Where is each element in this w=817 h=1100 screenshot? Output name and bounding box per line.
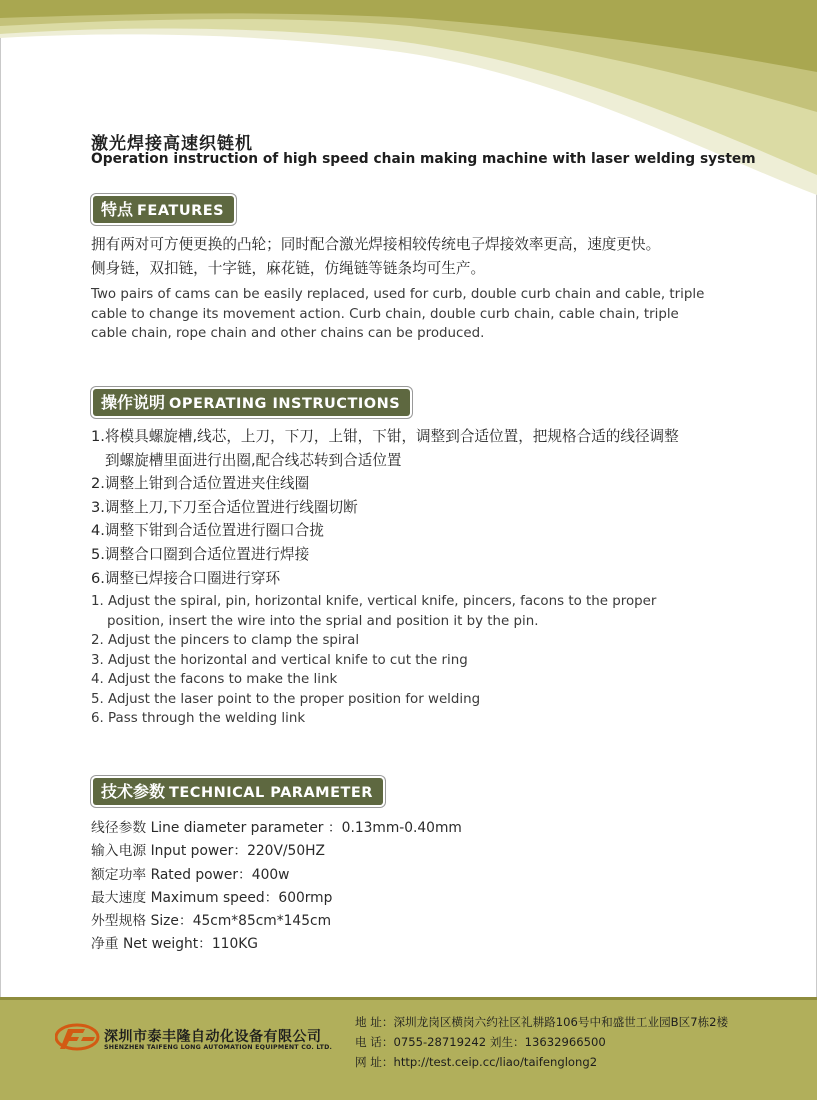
address-line: 地 址：深圳龙岗区横岗六约社区礼耕路106号中和盛世工业园B区7栋2楼 bbox=[355, 1015, 729, 1029]
features-badge-cn: 特点 bbox=[101, 200, 134, 219]
operating-en-step: 4. Adjust the facons to make the link bbox=[91, 672, 338, 687]
technical-badge-cn: 技术参数 bbox=[101, 782, 166, 801]
parameter-max-speed: 最大速度 Maximum speed：600rmp bbox=[91, 889, 333, 906]
operating-cn-step: 到螺旋槽里面进行出圈,配合线芯转到合适位置 bbox=[105, 451, 402, 469]
features-cn-line: 拥有两对可方便更换的凸轮；同时配合激光焊接相较传统电子焊接效率更高，速度更快。 bbox=[91, 236, 661, 253]
technical-badge bbox=[93, 778, 383, 805]
operating-en-list bbox=[91, 592, 656, 729]
features-badge-en: FEATURES bbox=[137, 203, 225, 219]
company-name-en: SHENZHEN TAIFENG LONG AUTOMATION EQUIPMENT CO. LTD. bbox=[104, 1044, 333, 1051]
operating-badge bbox=[93, 389, 410, 416]
operating-en-step: 2. Adjust the pincers to clamp the spiral bbox=[91, 633, 360, 648]
parameter-net-weight: 净重 Net weight：110KG bbox=[91, 936, 258, 953]
features-cn-line: 侧身链，双扣链，十字链，麻花链，仿绳链等链条均可生产。 bbox=[91, 260, 486, 277]
operating-en-step: 6. Pass through the welding link bbox=[91, 711, 306, 726]
operating-cn-step: 1.将模具螺旋槽,线芯，上刀，下刀，上钳，下钳，调整到合适位置，把规格合适的线径调整 bbox=[91, 428, 679, 445]
features-badge bbox=[93, 196, 234, 223]
operating-cn-step: 3.调整上刀,下刀至合适位置进行线圈切断 bbox=[91, 498, 358, 516]
operating-cn-step: 2.调整上钳到合适位置进夹住线圈 bbox=[91, 475, 310, 493]
operating-en-step: position, insert the wire into the sprial and position it by the pin. bbox=[107, 613, 539, 629]
operating-badge-en: OPERATING INSTRUCTIONS bbox=[169, 396, 401, 412]
technical-badge-en: TECHNICAL PARAMETER bbox=[169, 785, 373, 801]
features-en-line: cable to change its movement action. Curb chain, double curb chain, cable chain, triple bbox=[91, 306, 679, 322]
document-title-cn: 激光焊接高速织链机 bbox=[91, 134, 253, 154]
parameter-rated-power: 额定功率 Rated power：400w bbox=[91, 866, 290, 883]
features-en-text bbox=[91, 285, 704, 344]
operating-en-step: 1. Adjust the spiral, pin, horizontal knife, vertical knife, pincers, facons to the proper bbox=[91, 594, 657, 609]
footer bbox=[0, 997, 817, 1100]
phone-line: 电 话：0755-28719242 刘生：13632966500 bbox=[355, 1035, 606, 1049]
document-title-en: Operation instruction of high speed chain making machine with laser welding system bbox=[91, 151, 756, 167]
operating-badge-cn: 操作说明 bbox=[101, 393, 166, 412]
features-en-line: cable chain, rope chain and other chains can be produced. bbox=[91, 326, 485, 341]
contact-info bbox=[355, 1012, 728, 1072]
operating-en-step: 5. Adjust the laser point to the proper position for welding bbox=[91, 691, 481, 707]
features-en-line: Two pairs of cams can be easily replaced, used for curb, double curb chain and cable, triple bbox=[91, 287, 705, 302]
operating-en-step: 3. Adjust the horizontal and vertical knife to cut the ring bbox=[91, 652, 468, 668]
parameter-input-power: 输入电源 Input power：220V/50HZ bbox=[91, 843, 325, 860]
taifenglong-logo-icon bbox=[55, 1020, 101, 1054]
operating-cn-step: 4.调整下钳到合适位置进行圈口合拢 bbox=[91, 522, 324, 540]
footer-divider bbox=[0, 997, 817, 1000]
parameter-size: 外型规格 Size：45cm*85cm*145cm bbox=[91, 913, 332, 930]
operating-cn-list bbox=[91, 425, 679, 590]
parameter-line-diameter: 线径参数 Line diameter parameter ：0.13mm-0.40mm bbox=[91, 820, 462, 836]
header-wave-decoration bbox=[0, 0, 817, 215]
website-line: 网 址：http://test.ceip.cc/liao/taifenglong2 bbox=[355, 1055, 598, 1069]
operating-cn-step: 5.调整合口圈到合适位置进行焊接 bbox=[91, 545, 310, 563]
technical-parameter-list bbox=[91, 817, 462, 957]
company-name-cn: 深圳市泰丰隆自动化设备有限公司 bbox=[104, 1029, 322, 1045]
operating-cn-step: 6.调整已焊接合口圈进行穿环 bbox=[91, 569, 281, 587]
features-cn-text bbox=[91, 233, 660, 281]
